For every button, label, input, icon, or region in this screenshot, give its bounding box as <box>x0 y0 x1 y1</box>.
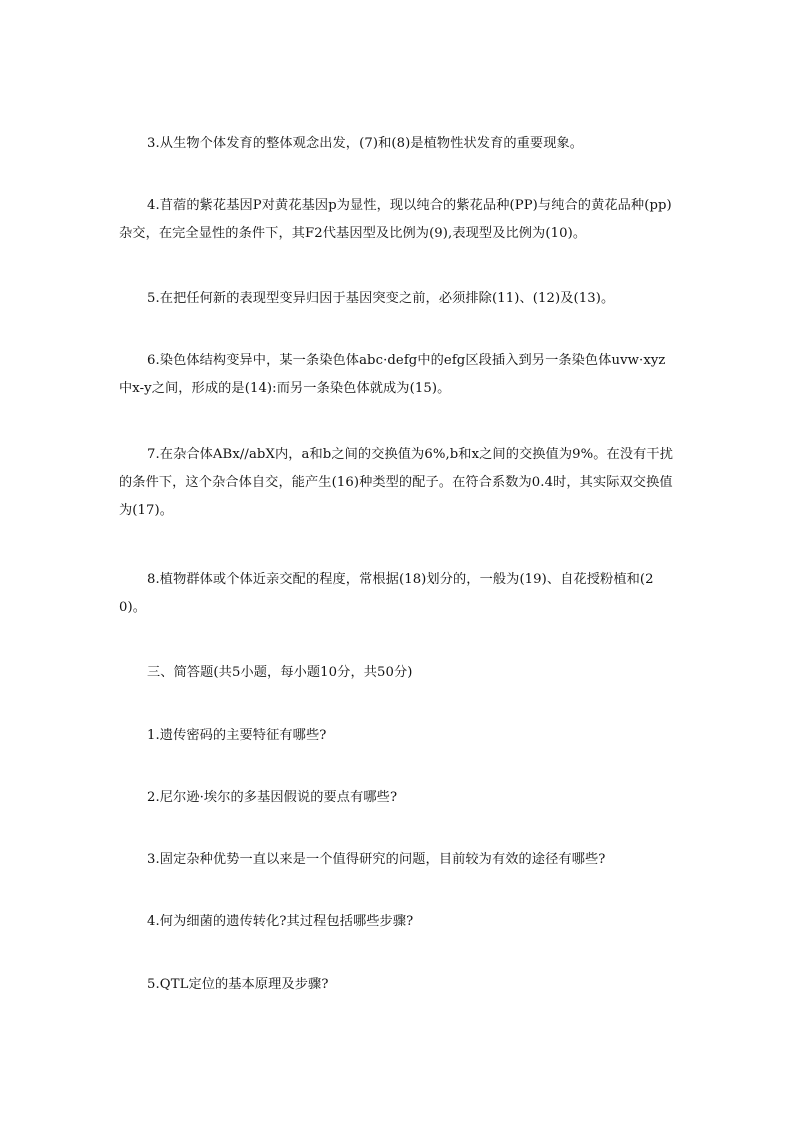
section-heading-short-answer: 三、简答题(共5小题，每小题10分，共50分) <box>147 665 413 680</box>
short-answer-question-1: 1.遗传密码的主要特征有哪些? <box>147 728 327 743</box>
fill-blank-question-5: 5.在把任何新的表现型变异归因于基因突变之前，必须排除(11)、(12)及(13)。 <box>147 291 615 306</box>
short-answer-question-3: 3.固定杂种优势一直以来是一个值得研究的问题，目前较为有效的途径有哪些? <box>147 852 606 867</box>
fill-blank-question-6: 6.染色体结构变异中，某一条染色体abc·defg中的efg区段插入到另一条染色体uvw·xyz中x-y之间，形成的是(14):而另一条染色体就成为(15)。 <box>119 353 666 396</box>
fill-blank-question-4: 4.苜蓿的紫花基因P对黄花基因p为显性，现以纯合的紫花品种(PP)与纯合的黄花品种(pp)杂交，在完全显性的条件下，其F2代基因型及比例为(9),表现型及比例为(10)。 <box>119 198 672 241</box>
short-answer-question-4: 4.何为细菌的遗传转化?其过程包括哪些步骤? <box>147 914 414 929</box>
short-answer-question-5: 5.QTL定位的基本原理及步骤? <box>147 977 329 992</box>
fill-blank-question-3: 3.从生物个体发育的整体观念出发，(7)和(8)是植物性状发育的重要现象。 <box>147 136 584 151</box>
fill-blank-question-8: 8.植物群体或个体近亲交配的程度，常根据(18)划分的，一般为(19)、自花授粉植和(20)。 <box>119 572 654 615</box>
fill-blank-question-7: 7.在杂合体ABx//abX内，a和b之间的交换值为6%,b和x之间的交换值为9%。在没有干扰的条件下，这个杂合体自交，能产生(16)种类型的配子。在符合系数为0.4时，其实际双交换值为(17)。 <box>119 447 673 518</box>
short-answer-question-2: 2.尼尔逊·埃尔的多基因假说的要点有哪些? <box>147 790 398 805</box>
